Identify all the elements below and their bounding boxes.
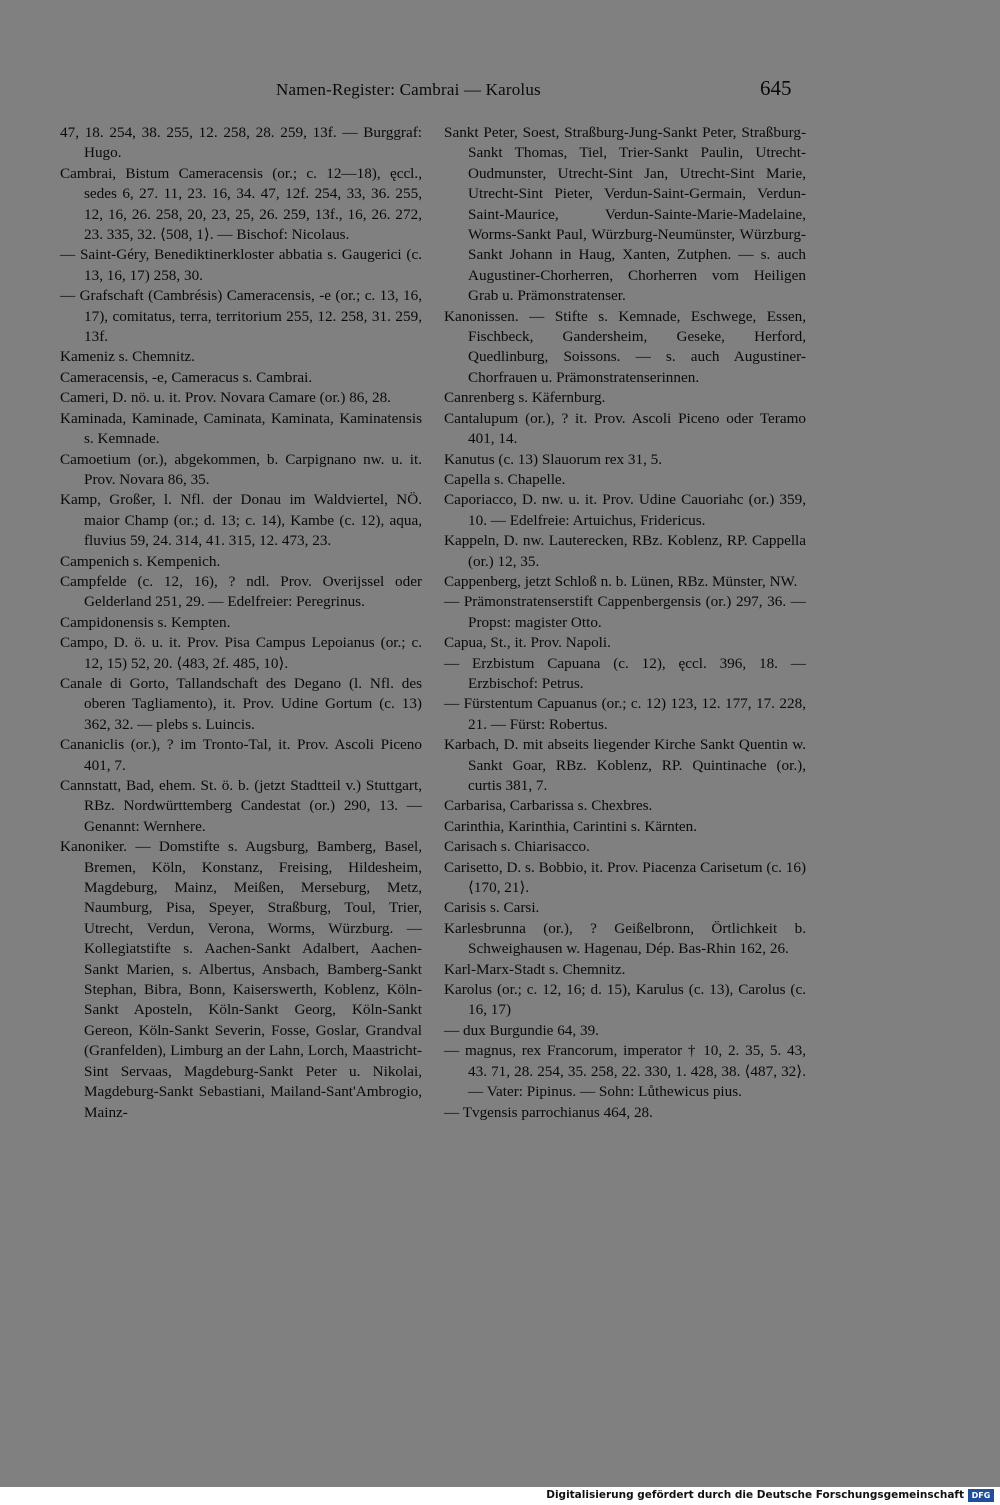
index-entry: Capua, St., it. Prov. Napoli. <box>444 634 611 652</box>
index-entry: — Erzbistum Capuana (c. 12), ęccl. 396, 18. — Erzbischof: Petrus. <box>444 654 806 692</box>
running-title: Namen-Register: Cambrai — Karolus <box>276 80 541 99</box>
index-entry: Cameracensis, -e, Cameracus s. Cambrai. <box>60 368 313 386</box>
index-entry: Karolus (or.; c. 12, 16; d. 15), Karulus (c. 13), Carolus (c. 16, 17) <box>444 981 806 1019</box>
index-entry: Campfelde (c. 12, 16), ? ndl. Prov. Overijssel oder Gelderland 251, 29. — Edelfreier: Peregrinus. <box>60 572 422 611</box>
index-entry: Cantalupum (or.), ? it. Prov. Ascoli Piceno oder Teramo 401, 14. <box>444 409 806 448</box>
index-entry: Karlesbrunna (or.), ? Geißelbronn, Örtlichkeit b. Schweighausen w. Hagenau, Dép. Bas-Rhin 162, 26. <box>444 919 806 958</box>
index-entry: — Fürstentum Capuanus (or.; c. 12) 123, 12. 177, 17. 228, 21. — Fürst: Robertus. <box>444 695 806 733</box>
index-entry: Karl-Marx-Stadt s. Chemnitz. <box>444 960 626 978</box>
index-entry: Kamp, Großer, l. Nfl. der Donau im Waldviertel, NÖ. maior Champ (or.; d. 13; c. 14), Kambe (c. 12), aqua, fluvius 59, 24. 314, 41. 315, 12. 473, 23. <box>60 491 422 550</box>
index-entry: Carisetto, D. s. Bobbio, it. Prov. Piacenza Carisetum (c. 16) ⟨170, 21⟩. <box>444 858 806 897</box>
left-column <box>60 123 422 1123</box>
index-entry: Carisach s. Chiarisacco. <box>444 838 590 856</box>
index-entry: Kanutus (c. 13) Slauorum rex 31, 5. <box>444 450 663 468</box>
index-entry: — Grafschaft (Cambrésis) Cameracensis, -e (or.; c. 13, 16, 17), comitatus, terra, territorium 255, 12. 258, 31. 259, 13f. <box>60 287 422 346</box>
index-entry: Camoetium (or.), abgekommen, b. Carpignano nw. u. it. Prov. Novara 86, 35. <box>60 450 422 488</box>
index-entry: Kanoniker. — Domstifte s. Augsburg, Bamberg, Basel, Bremen, Köln, Konstanz, Freising, Hildesheim, Magdeburg, Mainz, Meißen, Merseburg, Metz, Naumburg, Pisa, Speyer, Straßburg, Toul, Trier, Utrecht, Verdun, Verona, Worms, Würzburg. — Kollegiatstifte s. Aachen-Sankt Adalbert, Aachen-Sankt Marien, s. Albertus, Ansbach, Bamberg-Sankt Stephan, Bibra, Bonn, Kaiserswerth, Koblenz, Köln-Sankt Aposteln, Köln-Sankt Georg, Köln-Sankt Gereon, Köln-Sankt Severin, Fosse, Goslar, Grandval (Granfelden), Limburg an der Lahn, Lorch, Maastricht-Sint Servaas, Magdeburg-Sankt Peter u. Nikolai, Magdeburg-Sankt Sebastiani, Mailand-Sant'Ambrogio, Mainz- <box>60 838 422 1121</box>
index-entry: Canrenberg s. Käfernburg. <box>444 389 606 407</box>
index-entry: Kaminada, Kaminade, Caminata, Kaminata, Kaminatensis s. Kemnade. <box>60 409 422 448</box>
right-column <box>444 123 806 1123</box>
index-entry: Carbarisa, Carbarissa s. Chexbres. <box>444 797 653 815</box>
page-header <box>0 74 1000 104</box>
index-entry: Campidonensis s. Kempten. <box>60 613 231 631</box>
index-entry: — Saint-Géry, Benediktinerkloster abbatia s. Gaugerici (c. 13, 16, 17) 258, 30. <box>60 246 422 284</box>
footer-bar <box>0 1487 1000 1505</box>
index-entry: Campo, D. ö. u. it. Prov. Pisa Campus Lepoianus (or.; c. 12, 15) 52, 20. ⟨483, 2f. 485, 10⟩. <box>60 634 422 672</box>
index-entry: — Tvgensis parrochianus 464, 28. <box>444 1103 653 1121</box>
index-entry: Karbach, D. mit abseits liegender Kirche Sankt Quentin w. Sankt Goar, RBz. Koblenz, RP. Quintinache (or.), curtis 381, 7. <box>444 736 806 794</box>
index-entry: — Prämonstratenserstift Cappenbergensis (or.) 297, 36. — Propst: magister Otto. <box>444 593 806 631</box>
index-entry: Caporiacco, D. nw. u. it. Prov. Udine Cauoriahc (or.) 359, 10. — Edelfreie: Artuichus, Fridericus. <box>444 491 806 529</box>
index-entry: Cannstatt, Bad, ehem. St. ö. b. (jetzt Stadtteil v.) Stuttgart, RBz. Nordwürttemberg Candestat (or.) 290, 13. — Genannt: Wernhere. <box>60 777 422 835</box>
index-entry: Cameri, D. nö. u. it. Prov. Novara Camare (or.) 86, 28. <box>60 389 391 407</box>
index-entry: Sankt Peter, Soest, Straßburg-Jung-Sankt Peter, Straßburg-Sankt Thomas, Tiel, Trier-Sankt Paulin, Utrecht-Oudmunster, Utrecht-Sint Jan, Utrecht-Sint Marie, Utrecht-Sint Pieter, Verdun-Saint-Germain, Verdun-Saint-Maurice, Verdun-Sainte-Marie-Madelaine, Worms-Sankt Paul, Würzburg-Neumünster, Würzburg-Sankt Johann in Haug, Xanten, Zutphen. — s. auch Augustiner-Chorherren, Chorherren vom Heiligen Grab u. Prämonstratenser. <box>444 124 806 305</box>
index-entry: Cambrai, Bistum Cameracensis (or.; c. 12—18), ęccl., sedes 6, 27. 11, 23. 16, 34. 47, 12f. 254, 33, 36. 255, 12, 16, 26. 258, 20, 23, 25, 26. 259, 13f., 16, 26. 272, 23. 335, 32. ⟨508, 1⟩. — Bischof: Nicolaus. <box>60 164 422 244</box>
index-entry: — magnus, rex Francorum, imperator † 10, 2. 35, 5. 43, 43. 71, 28. 254, 35. 258, 22. 330, 1. 428, 38. ⟨487, 32⟩. — Vater: Pipinus. — Sohn: Lůthewicus pius. <box>444 1042 806 1101</box>
index-entry: Kappeln, D. nw. Lauterecken, RBz. Koblenz, RP. Cappella (or.) 12, 35. <box>444 532 806 570</box>
funding-notice: Digitalisierung gefördert durch die Deutsche Forschungsgemeinschaft <box>546 1489 964 1501</box>
index-entry: Carinthia, Karinthia, Carintini s. Kärnten. <box>444 817 698 835</box>
index-entry: Kanonissen. — Stifte s. Kemnade, Eschwege, Essen, Fischbeck, Gandersheim, Geseke, Herford, Quedlinburg, Soissons. — s. auch Augustiner-Chorfrauen u. Prämonstratenserinnen. <box>444 307 806 386</box>
index-entry: Cappenberg, jetzt Schloß n. b. Lünen, RBz. Münster, NW. <box>444 572 798 590</box>
index-entry: Canale di Gorto, Tallandschaft des Degano (l. Nfl. des oberen Tagliamento), it. Prov. Udine Gortum (c. 13) 362, 32. — plebs s. Luincis. <box>60 674 422 733</box>
index-entry: Capella s. Chapelle. <box>444 470 566 488</box>
index-entry: Campenich s. Kempenich. <box>60 552 221 570</box>
index-entry: 47, 18. 254, 38. 255, 12. 258, 28. 259, 13f. — Burggraf: Hugo. <box>60 124 422 162</box>
page-number: 645 <box>760 76 792 100</box>
dfg-logo: DFG <box>968 1489 994 1502</box>
index-entry: Kameniz s. Chemnitz. <box>60 348 195 366</box>
index-entry: Cananiclis (or.), ? im Tronto-Tal, it. Prov. Ascoli Piceno 401, 7. <box>60 736 422 774</box>
index-entry: — dux Burgundie 64, 39. <box>444 1021 599 1039</box>
index-entry: Carisis s. Carsi. <box>444 899 540 917</box>
